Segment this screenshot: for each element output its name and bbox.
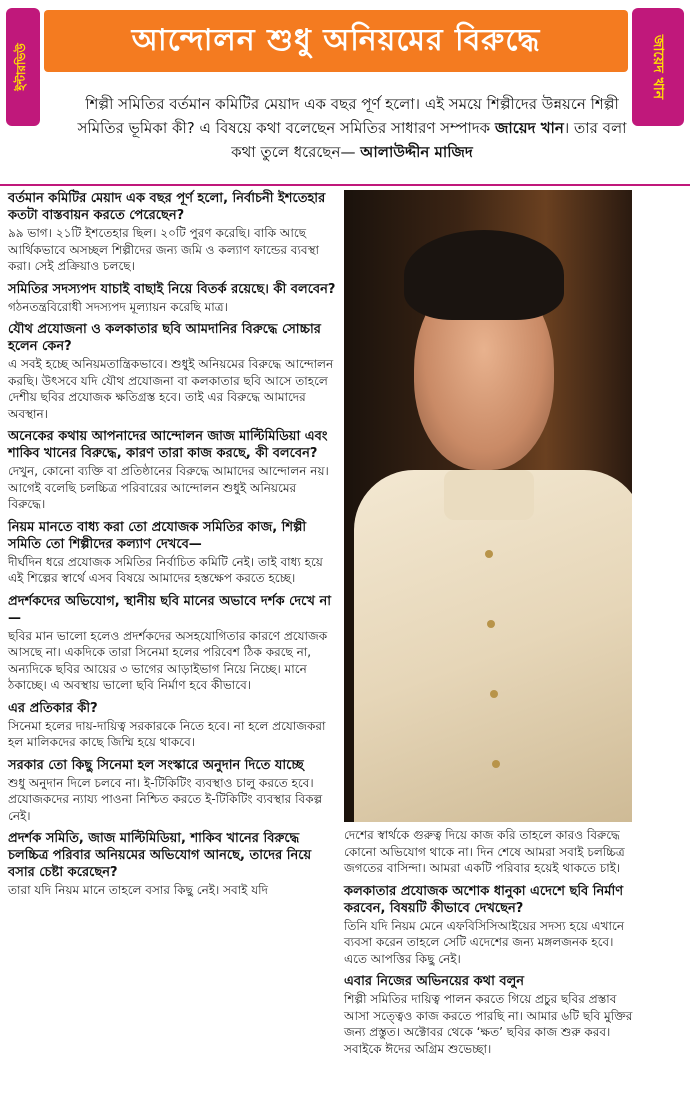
qa-item <box>8 757 336 825</box>
divider <box>0 184 690 186</box>
qa-item <box>8 428 336 513</box>
question: প্রদর্শক সমিতি, জাজ মাল্টিমিডিয়া, শাকিব খানের বিরুদ্ধে চলচ্চিত্র পরিবার অনিয়মের অভিযোগ আনছে, তাদের নিয়ে বসার চেষ্টা করেছেন? <box>8 831 312 880</box>
qa-item <box>8 593 336 694</box>
qa-item <box>8 830 336 899</box>
title-banner <box>44 10 628 72</box>
photo-suit <box>354 470 632 822</box>
answer: গঠনতন্ত্রবিরোধী সদস্যপদ মূল্যায়ন করেছি মাত্র। <box>8 299 228 314</box>
photo-collar <box>444 470 534 520</box>
qa-item <box>8 190 336 275</box>
question: এবার নিজের অভিনয়ের কথা বলুন <box>344 974 525 989</box>
answer: তিনি যদি নিয়ম মেনে এফবিসিসিআইয়ের সদস্য হয়ে এখানে ব্যবসা করেন তাহলে সেটি এদেশের জন্য মঙ্গলজনক হবে। এতে আপত্তির কিছু নেই। <box>344 918 624 966</box>
qa-item <box>8 281 336 316</box>
answer: এ সবই হচ্ছে অনিয়মতান্ত্রিকভাবে। শুধুই অনিয়মের বিরুদ্ধে আন্দোলন করছি। উৎসবে যদি যৌথ প্রযোজনা বা কলকাতার ছবি আসে তাহলে দেশীয় ছবির প্রযোজক ক্ষতিগ্রস্ত হবে। তাই এর বিরুদ্ধে আমাদের অবস্থান। <box>8 357 334 421</box>
question: সরকার তো কিছু সিনেমা হল সংস্কারে অনুদান দিতে যাচ্ছে <box>8 757 304 773</box>
section-tag-label: ইন্টারভিউ <box>14 43 28 91</box>
qa-item <box>344 883 634 968</box>
qa-item <box>344 827 634 877</box>
answer: ৯৯ ভাগ। ২১টি ইশতেহার ছিল। ২০টি পুরণ করেছি। বাকি আছে আর্থিকভাবে অসচ্ছল শিল্পীদের জন্য জমি ও কল্যাণ ফান্ডের ব্যবস্থা করা। সেই প্রক্রিয়াও চলছে। <box>8 226 320 273</box>
reporter-name: আলাউদ্দীন মাজিদ <box>360 143 473 161</box>
question: প্রদর্শকদের অভিযোগ, স্থানীয় ছবি মানের অভাবে দর্শক দেখে না— <box>8 593 331 626</box>
right-column <box>344 826 634 1063</box>
qa-item <box>8 519 336 587</box>
photo-button <box>490 690 498 698</box>
question: এর প্রতিকার কী? <box>8 700 98 716</box>
question: সমিতির সদস্যপদ যাচাই বাছাই নিয়ে বিতর্ক রয়েছে। কী বলবেন? <box>8 281 336 297</box>
section-tag-interview <box>6 8 40 126</box>
photo-button <box>492 760 500 768</box>
answer: দেশের স্বার্থকে গুরুত্ব দিয়ে কাজ করি তাহলে কারও বিরুদ্ধে কোনো অভিযোগ থাকে না। দিন শেষে আমরা সবাই চলচ্চিত্র জগতের বাসিন্দা। আমরা একটি পরিবার হয়েই থাকতে চাই। <box>344 828 625 875</box>
answer: তারা যদি নিয়ম মানে তাহলে বসার কিছু নেই। সবাই যদি <box>8 883 268 897</box>
photo-button <box>487 620 495 628</box>
article-title: আন্দোলন শুধু অনিয়মের বিরুদ্ধে <box>131 22 541 58</box>
left-column <box>8 190 336 905</box>
intro-text: শিল্পী সমিতির বর্তমান কমিটির মেয়াদ এক বছর পূর্ণ হলো। এই সময়ে শিল্পীদের উন্নয়নে শিল্পী সমিতির ভূমিকা কী? এ বিষয়ে কথা বলেছেন সমিতির সাধারণ সম্পাদক <box>77 95 619 137</box>
answer: শুধু অনুদান দিলে চলবে না। ই-টিকিটিং ব্যবস্থাও চালু করতে হবে। প্রযোজকদের ন্যায্য পাওনা নিশ্চিত করতে ই-টিকিটিং ব্যবস্থার বিকল্প নেই। <box>8 775 323 823</box>
qa-item <box>8 321 336 422</box>
photo-hair <box>404 230 564 320</box>
answer: সিনেমা হলের দায়-দায়িত্ব সরকারকে নিতে হবে। না হলে প্রযোজকরা হল মালিকদের কাছে জিম্মি হয়ে থাকবে। <box>8 718 326 749</box>
question: বর্তমান কমিটির মেয়াদ এক বছর পূর্ণ হলো, নির্বাচনী ইশতেহার কতটা বাস্তবায়ন করতে পেরেছেন? <box>8 191 326 223</box>
intro-name: জায়েদ খান <box>494 119 564 137</box>
answer: শিল্পী সমিতির দায়িত্ব পালন করতে গিয়ে প্রচুর ছবির প্রস্তাব আসা সত্ত্বেও কাজ করতে পারছি না। আমার ৬টি ছবি মুক্তির জন্য প্রস্তুত। অক্টোবর থেকে ‘ক্ষত’ ছবির কাজ শুরু করব। সবাইকে ঈদের অগ্রিম শুভেচ্ছা। <box>344 992 633 1056</box>
article-intro <box>72 92 632 164</box>
answer: দেখুন, কোনো ব্যক্তি বা প্রতিষ্ঠানের বিরুদ্ধে আমাদের আন্দোলন নয়। আগেই বলেছি চলচ্চিত্র পরিবারের আন্দোলন শুধুই অনিয়মের বিরুদ্ধে। <box>8 464 329 511</box>
question: নিয়ম মানতে বাধ্য করা তো প্রযোজক সমিতির কাজ, শিল্পী সমিতি তো শিল্পীদের কল্যাণ দেখবে— <box>8 519 307 552</box>
qa-item <box>344 973 634 1057</box>
person-tag-label: জায়েদ খান <box>650 34 667 100</box>
photo-button <box>485 550 493 558</box>
portrait-photo <box>344 190 632 822</box>
qa-item <box>8 700 336 751</box>
question: অনেকের কথায় আপনাদের আন্দোলন জাজ মাল্টিমিডিয়া এবং শাকিব খানের বিরুদ্ধে, কারণ তারা কাজ করছে, কী বলবেন? <box>8 429 328 461</box>
question: কলকাতার প্রযোজক অশোক ধানুকা এদেশে ছবি নির্মাণ করবেন, বিষয়টি কীভাবে দেখছেন? <box>344 883 624 916</box>
intro-text-2: । তার বলা কথা তুলে ধরেছেন— <box>231 119 627 161</box>
person-tag <box>632 8 684 126</box>
question: যৌথ প্রযোজনা ও কলকাতার ছবি আমদানির বিরুদ্ধে সোচ্চার হলেন কেন? <box>8 322 321 354</box>
article-header <box>0 0 690 100</box>
answer: দীর্ঘদিন ধরে প্রযোজক সমিতির নির্বাচিত কমিটি নেই। তাই বাধ্য হয়ে এই শিল্পের স্বার্থে এসব বিষয়ে আমাদের হস্তক্ষেপ করতে হচ্ছে। <box>8 554 323 585</box>
answer: ছবির মান ভালো হলেও প্রদর্শকদের অসহযোগিতার কারণে প্রযোজক আসছে না। একদিকে তারা সিনেমা হলের পরিবেশ ঠিক করছে না, অন্যদিকে ছবির আয়ের ৩ ভাগের আড়াইভাগ নিয়ে নিচ্ছে। মানে ঠকাচ্ছে। এ অবস্থায় ভালো ছবি নির্মাণ হবে কীভাবে। <box>8 628 328 692</box>
